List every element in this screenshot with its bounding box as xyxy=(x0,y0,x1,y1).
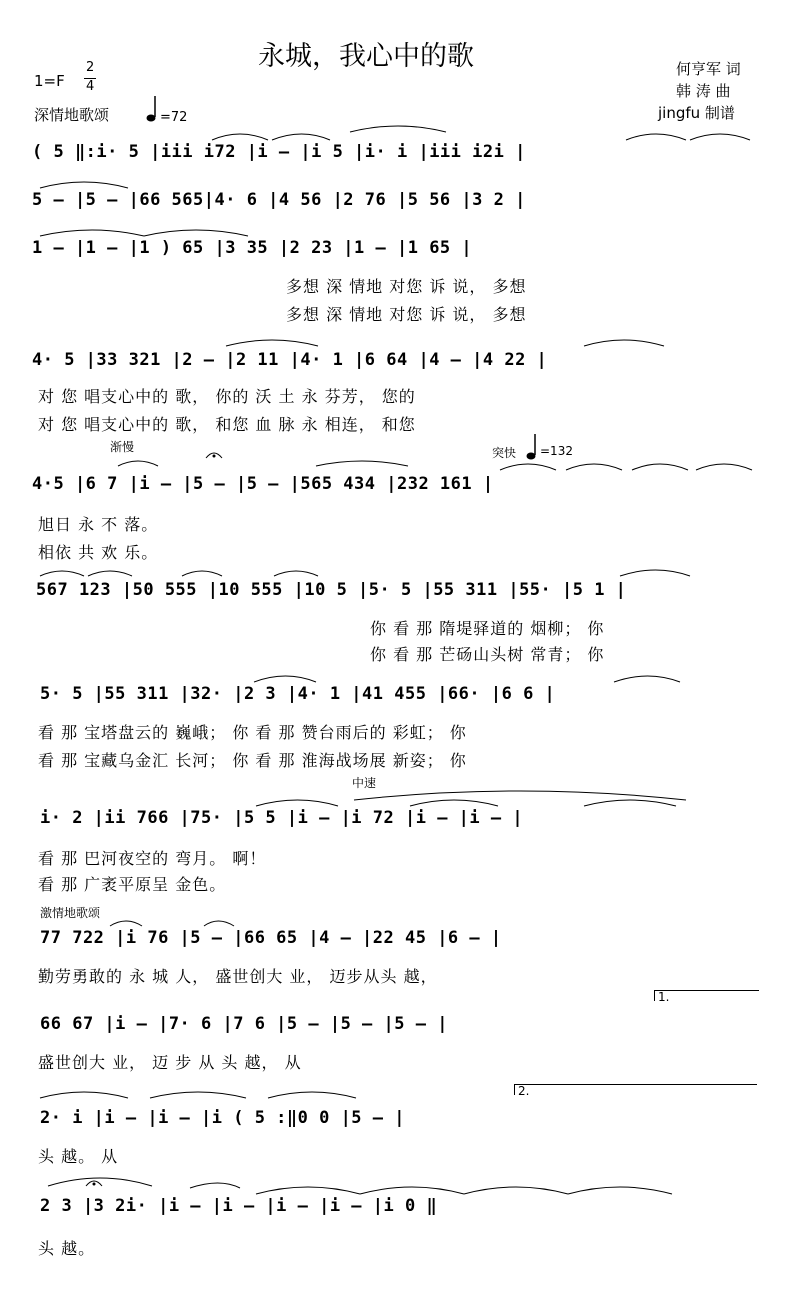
time-signature-top: 2 xyxy=(86,60,95,75)
transcriber: jingfu 制谱 xyxy=(658,104,735,122)
composer: 韩 涛 曲 xyxy=(676,82,731,100)
lyric-line-10: 盛世创大 业， 迈 步 从 头 越， 从 xyxy=(38,1053,302,1072)
ritardando-mark: 渐慢 xyxy=(110,440,135,454)
sudden-fast-mark: 突快 xyxy=(492,446,517,460)
lyric-line-8a: 看 那 巴河夜空的 弯月。 啊！ xyxy=(38,849,267,868)
score-line-8: i· 2 |ii 766 |75· |5 5 |i – |i 72 |i – |i – | xyxy=(40,808,524,828)
lyric-line-9: 勤劳勇敢的 永 城 人， 盛世创大 业， 迈步从头 越， xyxy=(38,967,438,986)
score-line-7: 5· 5 |55 311 |32· |2 3 |4· 1 |41 455 |66· |6 6 | xyxy=(40,684,556,704)
lyric-line-6a: 你 看 那 隋堤驿道的 烟柳； 你 xyxy=(370,619,605,638)
score-line-4: 4· 5 |33 321 |2 – |2 11 |4· 1 |6 64 |4 – |4 22 | xyxy=(32,350,548,370)
lyric-line-4b: 对 您 唱支心中的 歌， 和您 血 脉 永 相连， 和您 xyxy=(38,415,416,434)
key-signature: 1=F xyxy=(34,72,65,90)
volta-1-label: 1. xyxy=(658,990,670,1004)
score-line-3: 1 – |1 – |1 ) 65 |3 35 |2 23 |1 – |1 65 | xyxy=(32,238,473,258)
lyric-line-7b: 看 那 宝藏乌金汇 长河； 你 看 那 淮海战场展 新姿； 你 xyxy=(38,751,467,770)
lyric-line-8b: 看 那 广袤平原呈 金色。 xyxy=(38,875,227,894)
score-line-10: 66 67 |i – |7· 6 |7 6 |5 – |5 – |5 – | xyxy=(40,1014,448,1034)
score-line-2: 5 – |5 – |66 565|4· 6 |4 56 |2 76 |5 56 |3 2 | xyxy=(32,190,526,210)
volta-2-label: 2. xyxy=(518,1084,530,1098)
score-line-1: ( 5 ‖:i· 5 |iii i72 |i – |i 5 |i· i |iii i2i | xyxy=(32,142,526,162)
lyric-line-5a: 旭日 永 不 落。 xyxy=(38,515,159,534)
song-title: 永城，我心中的歌 xyxy=(258,41,474,72)
lyric-line-3a: 多想 深 情地 对您 诉 说， 多想 xyxy=(286,277,527,296)
expression-mark: 深情地歌颂 xyxy=(34,106,110,124)
score-line-12: 2 3 |3 2i· |i – |i – |i – |i – |i 0 ‖ xyxy=(40,1196,438,1216)
score-line-6: 567 123 |50 555 |10 555 |10 5 |5· 5 |55 311 |55· |5 1 | xyxy=(36,580,627,600)
lyric-line-11: 头 越。 从 xyxy=(38,1147,119,1166)
lyric-line-12: 头 越。 xyxy=(38,1239,96,1258)
score-line-5: 4·5 |6 7 |i – |5 – |5 – |565 434 |232 161 | xyxy=(32,474,494,494)
time-signature-bottom: 4 xyxy=(86,79,95,94)
lyric-line-4a: 对 您 唱支心中的 歌， 你的 沃 土 永 芬芳， 您的 xyxy=(38,387,416,406)
lyric-line-5b: 相依 共 欢 乐。 xyxy=(38,543,159,562)
lyricist: 何亨军 词 xyxy=(676,60,741,78)
lyric-line-6b: 你 看 那 芒砀山头树 常青； 你 xyxy=(370,645,605,664)
score-line-11: 2· i |i – |i – |i ( 5 :‖0 0 |5 – | xyxy=(40,1108,405,1128)
score-line-9: 77 722 |i 76 |5 – |66 65 |4 – |22 45 |6 – | xyxy=(40,928,502,948)
lyric-line-3b: 多想 深 情地 对您 诉 说， 多想 xyxy=(286,305,527,324)
fast-tempo-marking: =132 xyxy=(540,444,573,458)
tempo-marking: =72 xyxy=(160,110,188,125)
passionate-mark: 激情地歌颂 xyxy=(40,906,101,920)
lyric-line-7a: 看 那 宝塔盘云的 巍峨； 你 看 那 赞台雨后的 彩虹； 你 xyxy=(38,723,467,742)
moderato-mark: 中速 xyxy=(352,776,377,790)
